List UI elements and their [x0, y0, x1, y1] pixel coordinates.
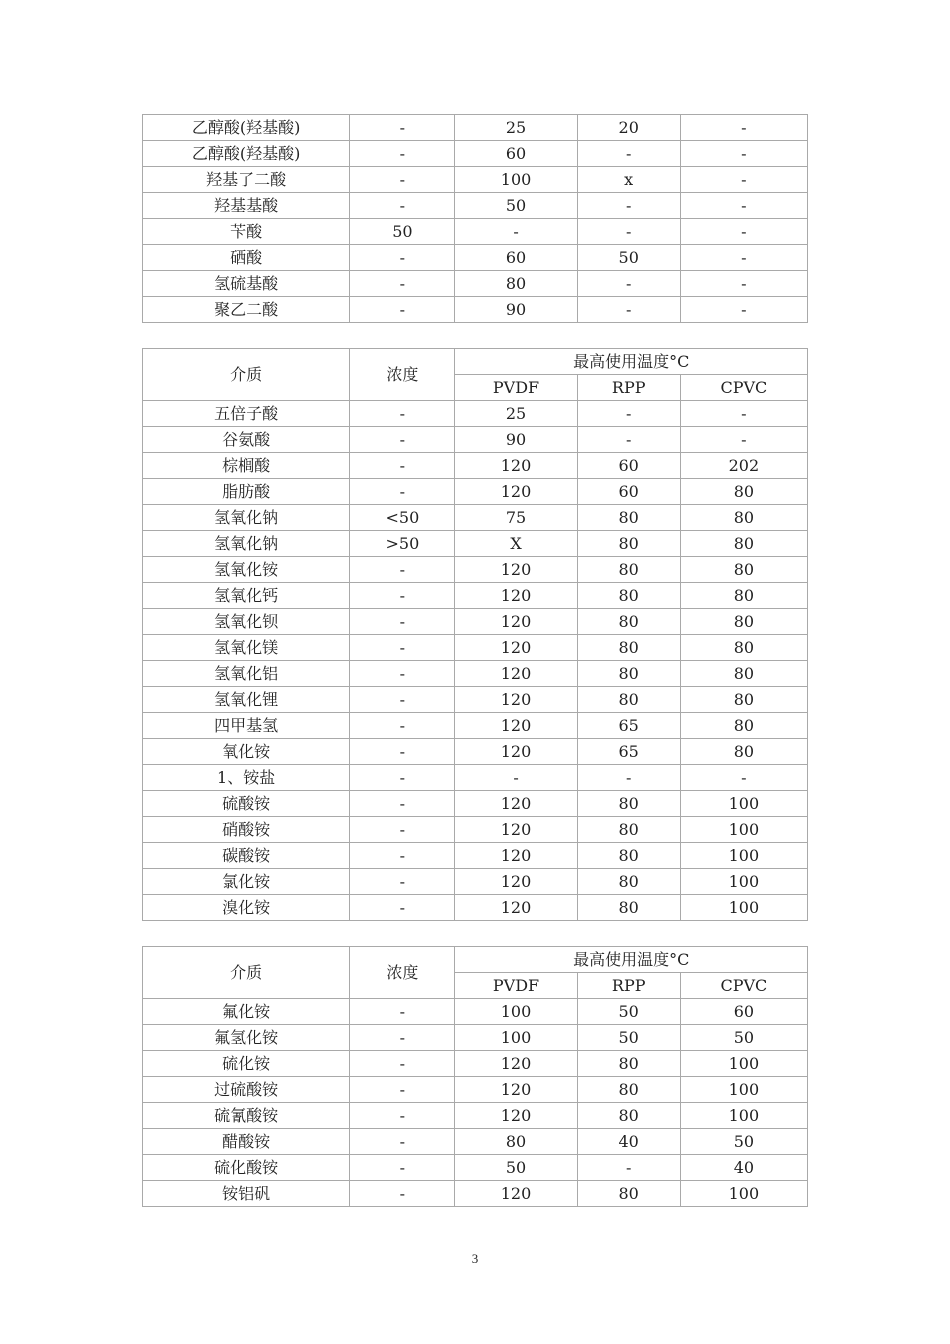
table-row — [143, 791, 808, 817]
table-row — [143, 271, 808, 297]
cell-medium: 氢氧化锂 — [143, 687, 350, 713]
cell-rpp: 80 — [577, 635, 680, 661]
cell-cpvc: - — [680, 401, 807, 427]
cell-medium: 氟化铵 — [143, 999, 350, 1025]
cell-pvdf: 25 — [455, 115, 577, 141]
cell-medium: 氢氧化钠 — [143, 531, 350, 557]
header-rpp: RPP — [577, 375, 680, 401]
table-row — [143, 869, 808, 895]
table-row — [143, 635, 808, 661]
cell-pvdf: 120 — [455, 1051, 577, 1077]
cell-rpp: 80 — [577, 1051, 680, 1077]
cell-pvdf: 120 — [455, 557, 577, 583]
cell-cpvc: - — [680, 167, 807, 193]
cell-rpp: 80 — [577, 557, 680, 583]
table-row — [143, 583, 808, 609]
cell-cpvc: 50 — [680, 1025, 807, 1051]
cell-rpp: 50 — [577, 1025, 680, 1051]
header-concentration: 浓度 — [350, 349, 455, 401]
cell-medium: 氢硫基酸 — [143, 271, 350, 297]
table-row — [143, 1129, 808, 1155]
chemical-resistance-table-1 — [142, 114, 808, 323]
cell-concentration: - — [350, 141, 455, 167]
header-medium: 介质 — [143, 349, 350, 401]
cell-rpp: 60 — [577, 453, 680, 479]
cell-pvdf: - — [455, 219, 577, 245]
cell-pvdf: 100 — [455, 1025, 577, 1051]
cell-concentration: - — [350, 1129, 455, 1155]
cell-concentration: - — [350, 1025, 455, 1051]
header-max-temp: 最高使用温度°C — [455, 947, 808, 973]
cell-rpp: 80 — [577, 661, 680, 687]
cell-cpvc: 80 — [680, 479, 807, 505]
cell-medium: 苄酸 — [143, 219, 350, 245]
cell-medium: 硫化酸铵 — [143, 1155, 350, 1181]
cell-pvdf: 50 — [455, 1155, 577, 1181]
table-row — [143, 661, 808, 687]
cell-pvdf: 120 — [455, 687, 577, 713]
cell-rpp: 80 — [577, 687, 680, 713]
cell-rpp: 80 — [577, 869, 680, 895]
cell-pvdf: 60 — [455, 141, 577, 167]
cell-concentration: - — [350, 115, 455, 141]
table-body — [143, 115, 808, 323]
table-row — [143, 141, 808, 167]
cell-pvdf: 100 — [455, 999, 577, 1025]
cell-medium: 硫酸铵 — [143, 791, 350, 817]
cell-concentration: - — [350, 739, 455, 765]
table-row — [143, 1103, 808, 1129]
cell-concentration: - — [350, 479, 455, 505]
table-row — [143, 609, 808, 635]
cell-concentration: - — [350, 1077, 455, 1103]
table-row — [143, 531, 808, 557]
cell-cpvc: - — [680, 245, 807, 271]
cell-pvdf: 80 — [455, 271, 577, 297]
cell-cpvc: 100 — [680, 1051, 807, 1077]
cell-medium: 铵铝矾 — [143, 1181, 350, 1207]
cell-medium: 过硫酸铵 — [143, 1077, 350, 1103]
cell-concentration: - — [350, 1181, 455, 1207]
cell-concentration: - — [350, 661, 455, 687]
cell-medium: 脂肪酸 — [143, 479, 350, 505]
cell-concentration: - — [350, 401, 455, 427]
cell-pvdf: 120 — [455, 453, 577, 479]
cell-rpp: - — [577, 297, 680, 323]
cell-medium: 碳酸铵 — [143, 843, 350, 869]
table-header-row — [143, 349, 808, 375]
header-rpp: RPP — [577, 973, 680, 999]
cell-cpvc: 80 — [680, 687, 807, 713]
cell-cpvc: - — [680, 193, 807, 219]
cell-pvdf: 90 — [455, 427, 577, 453]
table-row — [143, 401, 808, 427]
cell-cpvc: 80 — [680, 609, 807, 635]
cell-rpp: - — [577, 219, 680, 245]
cell-cpvc: 80 — [680, 713, 807, 739]
cell-concentration: - — [350, 297, 455, 323]
cell-rpp: 80 — [577, 895, 680, 921]
header-max-temp: 最高使用温度°C — [455, 349, 808, 375]
cell-medium: 硝酸铵 — [143, 817, 350, 843]
cell-cpvc: - — [680, 271, 807, 297]
cell-concentration: - — [350, 765, 455, 791]
table-row — [143, 1025, 808, 1051]
cell-concentration: - — [350, 1051, 455, 1077]
cell-medium: 棕榈酸 — [143, 453, 350, 479]
cell-cpvc: - — [680, 765, 807, 791]
table-row — [143, 713, 808, 739]
table-row — [143, 817, 808, 843]
cell-pvdf: 120 — [455, 791, 577, 817]
cell-concentration: - — [350, 635, 455, 661]
table-row — [143, 739, 808, 765]
cell-rpp: x — [577, 167, 680, 193]
cell-concentration: - — [350, 167, 455, 193]
cell-cpvc: 100 — [680, 1077, 807, 1103]
cell-pvdf: 120 — [455, 635, 577, 661]
table-row — [143, 843, 808, 869]
cell-concentration: <50 — [350, 505, 455, 531]
cell-cpvc: 50 — [680, 1129, 807, 1155]
cell-rpp: 80 — [577, 609, 680, 635]
cell-cpvc: 40 — [680, 1155, 807, 1181]
cell-pvdf: 120 — [455, 583, 577, 609]
cell-rpp: 80 — [577, 505, 680, 531]
cell-medium: 四甲基氢 — [143, 713, 350, 739]
cell-concentration: - — [350, 843, 455, 869]
cell-medium: 羟基了二酸 — [143, 167, 350, 193]
cell-medium: 乙醇酸(羟基酸) — [143, 115, 350, 141]
cell-cpvc: 100 — [680, 817, 807, 843]
cell-rpp: - — [577, 193, 680, 219]
cell-medium: 硒酸 — [143, 245, 350, 271]
cell-cpvc: 100 — [680, 843, 807, 869]
cell-concentration: - — [350, 687, 455, 713]
cell-medium: 1、铵盐 — [143, 765, 350, 791]
cell-pvdf: 90 — [455, 297, 577, 323]
table-row — [143, 895, 808, 921]
cell-medium: 氟氢化铵 — [143, 1025, 350, 1051]
cell-medium: 氢氧化镁 — [143, 635, 350, 661]
table-row — [143, 219, 808, 245]
cell-medium: 氢氧化铝 — [143, 661, 350, 687]
table-row — [143, 557, 808, 583]
table-row — [143, 297, 808, 323]
cell-cpvc: 100 — [680, 869, 807, 895]
table-row — [143, 167, 808, 193]
cell-pvdf: 60 — [455, 245, 577, 271]
cell-pvdf: 120 — [455, 609, 577, 635]
cell-cpvc: 100 — [680, 1103, 807, 1129]
cell-rpp: 80 — [577, 1181, 680, 1207]
cell-cpvc: - — [680, 427, 807, 453]
cell-pvdf: 100 — [455, 167, 577, 193]
table-row — [143, 999, 808, 1025]
header-pvdf: PVDF — [455, 973, 577, 999]
cell-medium: 醋酸铵 — [143, 1129, 350, 1155]
table-row — [143, 479, 808, 505]
table-row — [143, 427, 808, 453]
cell-medium: 氧化铵 — [143, 739, 350, 765]
cell-cpvc: - — [680, 115, 807, 141]
cell-rpp: 50 — [577, 999, 680, 1025]
cell-medium: 硫氰酸铵 — [143, 1103, 350, 1129]
cell-pvdf: 25 — [455, 401, 577, 427]
cell-pvdf: X — [455, 531, 577, 557]
cell-pvdf: 120 — [455, 895, 577, 921]
cell-pvdf: 75 — [455, 505, 577, 531]
cell-concentration: - — [350, 869, 455, 895]
table-row — [143, 765, 808, 791]
cell-pvdf: 120 — [455, 817, 577, 843]
cell-medium: 羟基基酸 — [143, 193, 350, 219]
cell-pvdf: - — [455, 765, 577, 791]
cell-cpvc: 100 — [680, 895, 807, 921]
cell-rpp: 80 — [577, 817, 680, 843]
table-row — [143, 1181, 808, 1207]
cell-concentration: - — [350, 999, 455, 1025]
cell-concentration: - — [350, 557, 455, 583]
chemical-resistance-table-2 — [142, 348, 808, 921]
table-body — [143, 999, 808, 1207]
cell-rpp: 80 — [577, 583, 680, 609]
header-cpvc: CPVC — [680, 375, 807, 401]
cell-pvdf: 120 — [455, 1181, 577, 1207]
cell-cpvc: 80 — [680, 739, 807, 765]
cell-concentration: - — [350, 609, 455, 635]
cell-pvdf: 80 — [455, 1129, 577, 1155]
cell-concentration: - — [350, 271, 455, 297]
page-number: 3 — [471, 1251, 479, 1266]
table-row — [143, 115, 808, 141]
header-pvdf: PVDF — [455, 375, 577, 401]
cell-cpvc: 100 — [680, 1181, 807, 1207]
cell-cpvc: 202 — [680, 453, 807, 479]
cell-cpvc: 80 — [680, 583, 807, 609]
cell-medium: 五倍子酸 — [143, 401, 350, 427]
cell-rpp: 80 — [577, 531, 680, 557]
cell-concentration: - — [350, 427, 455, 453]
table-row — [143, 1051, 808, 1077]
header-concentration: 浓度 — [350, 947, 455, 999]
cell-medium: 氢氧化铵 — [143, 557, 350, 583]
cell-rpp: - — [577, 271, 680, 297]
header-cpvc: CPVC — [680, 973, 807, 999]
cell-pvdf: 120 — [455, 479, 577, 505]
cell-pvdf: 120 — [455, 739, 577, 765]
cell-cpvc: - — [680, 297, 807, 323]
cell-concentration: - — [350, 817, 455, 843]
cell-medium: 聚乙二酸 — [143, 297, 350, 323]
header-medium: 介质 — [143, 947, 350, 999]
cell-concentration: - — [350, 193, 455, 219]
cell-concentration: 50 — [350, 219, 455, 245]
table-row — [143, 687, 808, 713]
cell-rpp: 80 — [577, 1103, 680, 1129]
cell-pvdf: 120 — [455, 661, 577, 687]
cell-cpvc: 80 — [680, 635, 807, 661]
cell-cpvc: 80 — [680, 505, 807, 531]
cell-rpp: 50 — [577, 245, 680, 271]
cell-rpp: - — [577, 427, 680, 453]
cell-pvdf: 120 — [455, 1077, 577, 1103]
cell-medium: 氢氧化钡 — [143, 609, 350, 635]
cell-concentration: - — [350, 791, 455, 817]
cell-cpvc: 80 — [680, 661, 807, 687]
cell-medium: 氢氧化钠 — [143, 505, 350, 531]
cell-concentration: - — [350, 245, 455, 271]
table-header-row — [143, 947, 808, 973]
cell-concentration: - — [350, 895, 455, 921]
cell-pvdf: 120 — [455, 843, 577, 869]
cell-rpp: 80 — [577, 843, 680, 869]
cell-cpvc: 60 — [680, 999, 807, 1025]
table-row — [143, 1077, 808, 1103]
table-row — [143, 505, 808, 531]
cell-concentration: - — [350, 713, 455, 739]
chemical-resistance-table-3 — [142, 946, 808, 1207]
cell-concentration: - — [350, 1103, 455, 1129]
cell-cpvc: - — [680, 141, 807, 167]
cell-cpvc: 80 — [680, 531, 807, 557]
cell-cpvc: - — [680, 219, 807, 245]
cell-rpp: 80 — [577, 1077, 680, 1103]
cell-rpp: - — [577, 401, 680, 427]
cell-rpp: 20 — [577, 115, 680, 141]
cell-rpp: 65 — [577, 739, 680, 765]
cell-medium: 谷氨酸 — [143, 427, 350, 453]
cell-medium: 硫化铵 — [143, 1051, 350, 1077]
table-body — [143, 401, 808, 921]
cell-pvdf: 120 — [455, 1103, 577, 1129]
cell-medium: 氢氧化钙 — [143, 583, 350, 609]
cell-rpp: - — [577, 765, 680, 791]
cell-rpp: 40 — [577, 1129, 680, 1155]
cell-concentration: - — [350, 453, 455, 479]
table-row — [143, 1155, 808, 1181]
cell-pvdf: 120 — [455, 713, 577, 739]
cell-concentration: >50 — [350, 531, 455, 557]
cell-rpp: 80 — [577, 791, 680, 817]
cell-concentration: - — [350, 1155, 455, 1181]
cell-cpvc: 100 — [680, 791, 807, 817]
table-row — [143, 453, 808, 479]
cell-rpp: 60 — [577, 479, 680, 505]
cell-concentration: - — [350, 583, 455, 609]
cell-medium: 乙醇酸(羟基酸) — [143, 141, 350, 167]
cell-pvdf: 120 — [455, 869, 577, 895]
cell-pvdf: 50 — [455, 193, 577, 219]
table-row — [143, 193, 808, 219]
cell-rpp: - — [577, 1155, 680, 1181]
cell-medium: 溴化铵 — [143, 895, 350, 921]
cell-medium: 氯化铵 — [143, 869, 350, 895]
table-row — [143, 245, 808, 271]
cell-rpp: 65 — [577, 713, 680, 739]
cell-cpvc: 80 — [680, 557, 807, 583]
cell-rpp: - — [577, 141, 680, 167]
